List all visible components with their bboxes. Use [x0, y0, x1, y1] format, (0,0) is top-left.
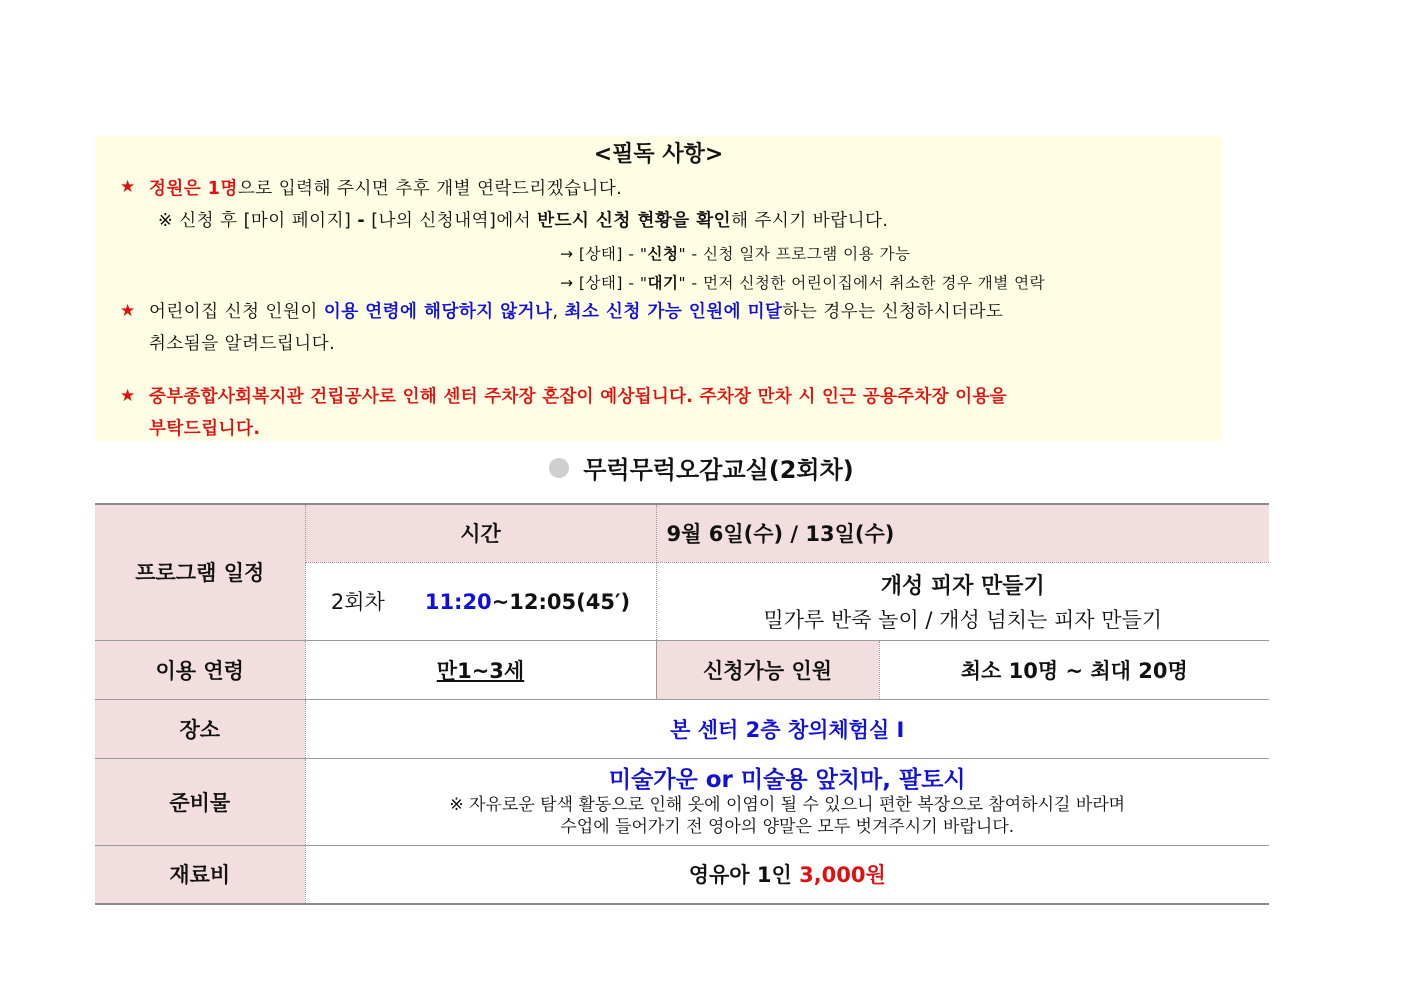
min-capacity-warning: 최소 신청 가능 인원에 미달 [564, 302, 783, 322]
session-time-rest: ~12:05(45′) [491, 590, 631, 614]
supplies-note-1: ※ 자유로운 탐색 활동으로 인해 옷에 이염이 될 수 있으니 편한 복장으로 참여하시길 바라며 [449, 794, 1126, 815]
capacity-label: 신청가능 인원 [656, 640, 879, 699]
table-row [95, 845, 1269, 904]
note-mid: [나의 신청내역]에서 [365, 211, 538, 231]
line2-part2: 하는 경우는 신청하시더라도 [782, 302, 1004, 322]
date-header: 9월 6일(수) / 13일(수) [656, 504, 1269, 562]
session-cell [305, 562, 656, 640]
parking-notice-line-2: 부탁드립니다. [149, 419, 261, 439]
star-icon: ★ [120, 386, 136, 406]
note-bold: 반드시 신청 현황을 확인 [537, 211, 732, 231]
age-label: 이용 연령 [95, 640, 305, 699]
parking-notice-line-1: 중부종합사회복지관 건립공사로 인해 센터 주차장 혼잡이 예상됩니다. 주차장 만차 시 인근 공용주차장 이용을 [149, 387, 1007, 407]
place-label: 장소 [95, 699, 305, 758]
bullet-circle-icon [549, 458, 569, 478]
age-cell [305, 640, 656, 699]
note-prefix: ※ 신청 후 [마이 페이지] [158, 211, 358, 231]
status1-prefix: → [상태] - " [560, 245, 648, 263]
supplies-cell [305, 758, 1269, 845]
activity-title: 개성 피자 만들기 [880, 573, 1045, 599]
place-value: 본 센터 2층 창의체험실 I [305, 699, 1269, 758]
schedule-table [95, 503, 1269, 905]
supplies-note-2: 수업에 들어가기 전 영아의 양말은 모두 벗겨주시기 바랍니다. [560, 816, 1015, 837]
supplies-value: 미술가운 or 미술용 앞치마, 팔토시 [608, 766, 966, 793]
activity-description: 밀가루 반죽 놀이 / 개성 넘치는 피자 만들기 [763, 607, 1163, 632]
notice-line-1 [149, 175, 622, 200]
star-icon: ★ [120, 177, 136, 197]
notice-line-2 [149, 298, 1003, 323]
time-header: 시간 [305, 504, 656, 562]
line2-part1: 어린이집 신청 인원이 [149, 302, 324, 322]
fee-cell [305, 845, 1269, 904]
fee-value: 3,000원 [799, 863, 886, 888]
status-line-wait [560, 271, 1045, 293]
age-value: 만1~3세 [436, 658, 525, 683]
star-icon: ★ [120, 301, 136, 321]
notice-line-1-rest: 으로 입력해 주시면 추후 개별 연락드리겠습니다. [237, 179, 623, 199]
notice-title: <필독 사항> [593, 142, 724, 167]
capacity-highlight: 정원은 1명 [149, 179, 238, 199]
line2-comma: , [552, 302, 559, 322]
table-row [95, 699, 1269, 758]
table-row [95, 640, 1269, 699]
table-row [95, 504, 1269, 562]
section-title [0, 450, 1403, 485]
session-label: 2회차 [330, 590, 385, 614]
status1-suffix: " - 신청 일자 프로그램 이용 가능 [678, 245, 911, 263]
program-schedule-label: 프로그램 일정 [95, 504, 305, 640]
fee-label: 재료비 [95, 845, 305, 904]
status-line-apply [560, 242, 910, 264]
capacity-value: 최소 10명 ~ 최대 20명 [879, 640, 1269, 699]
note-dash: - [357, 211, 366, 231]
notice-line-2b: 취소됨을 알려드립니다. [149, 334, 336, 354]
supplies-label: 준비물 [95, 758, 305, 845]
notice-note [158, 207, 889, 232]
status1-bold: 신청 [647, 245, 679, 263]
status2-bold: 대기 [647, 274, 679, 292]
age-warning: 이용 연령에 해당하지 않거나 [323, 302, 553, 322]
fee-prefix: 영유아 1인 [688, 863, 800, 888]
note-suffix: 해 주시기 바랍니다. [731, 211, 889, 231]
section-title-text: 무럭무럭오감교실(2회차) [583, 456, 854, 484]
status2-prefix: → [상태] - " [560, 274, 648, 292]
status2-suffix: " - 먼저 신청한 어린이집에서 취소한 경우 개별 연락 [678, 274, 1046, 292]
table-row [95, 758, 1269, 845]
session-time-start: 11:20 [424, 590, 492, 614]
activity-cell [656, 562, 1269, 640]
